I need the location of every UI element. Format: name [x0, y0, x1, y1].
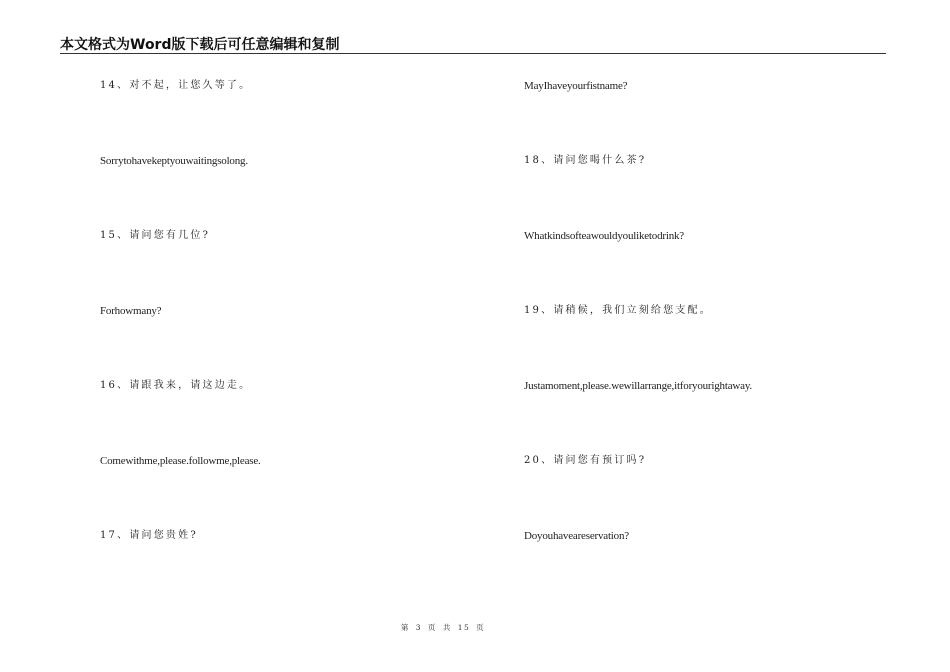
left-line-5: 16、请跟我来，请这边走。 — [100, 380, 252, 391]
left-line-2: Sorrytohavekeptyouwaitingsolong. — [100, 155, 248, 167]
footer-suffix: 页 — [476, 623, 486, 632]
right-line-5: Justamoment,please.wewillarrange,itforyourightaway. — [524, 380, 752, 392]
footer-mid2: 共 — [442, 623, 452, 632]
left-line-6: Comewithme,please.followme,please. — [100, 455, 261, 467]
left-line-7: 17、请问您贵姓? — [100, 530, 198, 541]
right-line-6: 20、请问您有预订吗? — [524, 455, 647, 466]
footer-prefix: 第 — [400, 623, 410, 632]
document-header-title: 本文格式为Word版下载后可任意编辑和复制 — [60, 37, 340, 53]
right-line-4: 19、请稍候，我们立刻给您支配。 — [524, 305, 712, 316]
left-line-1: 14、对不起，让您久等了。 — [100, 80, 252, 91]
header-divider — [60, 53, 886, 54]
left-line-3: 15、请问您有几位? — [100, 230, 211, 241]
footer-current-page: 3 — [415, 623, 423, 632]
right-line-7: Doyouhaveareservation? — [524, 530, 629, 542]
footer-total-pages: 15 — [457, 623, 471, 632]
right-line-3: Whatkindsofteawouldyouliketodrink? — [524, 230, 684, 242]
left-line-4: Forhowmany? — [100, 305, 162, 317]
right-line-2: 18、请问您喝什么茶? — [524, 155, 647, 166]
footer-mid1: 页 — [427, 623, 437, 632]
right-line-1: MayIhaveyourfistname? — [524, 80, 628, 92]
page-number-footer — [0, 622, 886, 633]
